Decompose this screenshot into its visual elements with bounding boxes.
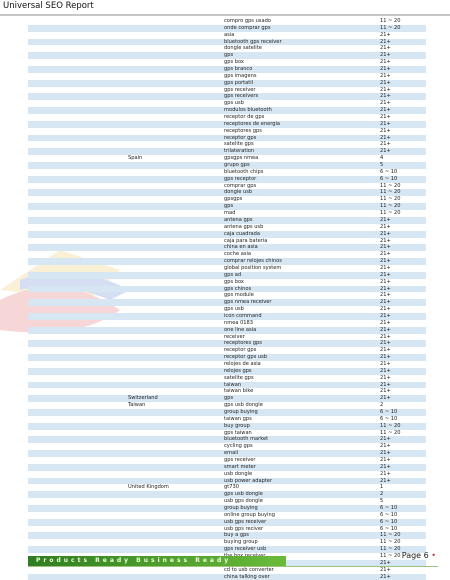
footer-tagline: Products Ready Business Ready [36, 557, 232, 564]
keyword-cell: china en asia [224, 244, 258, 251]
table-row [28, 203, 426, 210]
keyword-cell: china talking over [224, 573, 270, 580]
table-row [28, 457, 426, 464]
rank-cell: 21+ [380, 31, 391, 38]
keyword-cell: caja para bateria [224, 237, 268, 244]
keyword-cell: gps ad [224, 271, 242, 278]
keyword-cell: gps branco [224, 66, 253, 73]
table-row [28, 169, 426, 176]
table-row [28, 162, 426, 169]
rank-cell: 21+ [380, 72, 391, 79]
keyword-cell: receiver [224, 333, 245, 340]
rank-cell: 21+ [380, 271, 391, 278]
rank-cell: 21+ [380, 127, 391, 134]
rank-cell: 21+ [380, 59, 391, 66]
rank-cell: 21+ [380, 278, 391, 285]
keyword-cell: gpsgps [224, 196, 243, 203]
table-row [28, 375, 426, 382]
rank-cell: 21+ [380, 244, 391, 251]
table-row [28, 279, 426, 286]
country-cell: Spain [128, 155, 143, 162]
rank-cell: 11 ~ 20 [380, 422, 401, 429]
keyword-cell: buy group [224, 422, 250, 429]
table-row [28, 416, 426, 423]
rank-cell: 6 ~ 10 [380, 408, 398, 415]
table-row [28, 272, 426, 279]
rank-cell: 21+ [380, 367, 391, 374]
rank-cell: 21+ [380, 463, 391, 470]
rank-cell: 6 ~ 10 [380, 518, 398, 525]
rank-cell: 21+ [380, 395, 391, 402]
rank-cell: 21+ [380, 312, 391, 319]
table-row [28, 436, 426, 443]
rank-cell: 6 ~ 10 [380, 168, 398, 175]
country-cell: Taiwan [128, 402, 146, 409]
rank-cell: 21+ [380, 66, 391, 73]
table-row [28, 224, 426, 231]
rank-cell: 21+ [380, 347, 391, 354]
rank-cell: 11 ~ 20 [380, 18, 401, 24]
table-row [28, 87, 426, 94]
keyword-cell: gps imagens [224, 72, 257, 79]
keyword-cell: nmea 0183 [224, 319, 254, 326]
rank-cell: 4 [380, 155, 384, 162]
keyword-cell: email [224, 450, 239, 457]
table-row [28, 189, 426, 196]
table-row [28, 382, 426, 389]
table-row [28, 258, 426, 265]
rank-cell: 21+ [380, 45, 391, 52]
keyword-cell: group buying [224, 408, 258, 415]
page-number-text: Page 6 [401, 551, 429, 560]
table-row [28, 176, 426, 183]
table-row [28, 183, 426, 190]
rank-cell: 21+ [380, 319, 391, 326]
keyword-cell: antena gps usb [224, 223, 264, 230]
keyword-cell: receptores gps [224, 340, 262, 347]
rank-cell: 5 [380, 498, 384, 505]
table-row [28, 306, 426, 313]
keyword-cell: modulos bluetooth [224, 107, 272, 114]
keyword-cell: dongle satelite [224, 45, 262, 52]
page-header [0, 0, 450, 15]
rank-cell: 21+ [380, 566, 391, 573]
keyword-cell: cd to usb converter [224, 566, 274, 573]
keyword-cell: trilateration [224, 148, 255, 155]
keyword-cell: gps [224, 203, 234, 210]
rank-cell: 6 ~ 10 [380, 511, 398, 518]
table-row [28, 320, 426, 327]
keyword-cell: icon command [224, 312, 262, 319]
keyword-cell: antena gps [224, 216, 253, 223]
table-row [28, 141, 426, 148]
keyword-cell: gps module [224, 292, 254, 299]
rank-cell: 21+ [380, 333, 391, 340]
rank-cell: 11 ~ 20 [380, 429, 401, 436]
footer-divider [28, 566, 438, 567]
table-row [28, 45, 426, 52]
table-row [28, 107, 426, 114]
keyword-cell: gps usb dongle [224, 402, 263, 409]
rank-cell: 11 ~ 20 [380, 196, 401, 203]
keyword-cell: asia [224, 31, 235, 38]
rank-cell: 21+ [380, 148, 391, 155]
table-row [28, 464, 426, 471]
rank-cell: 11 ~ 20 [380, 189, 401, 196]
table-row [28, 25, 426, 32]
rank-cell: 11 ~ 20 [380, 182, 401, 189]
rank-cell: 21+ [380, 559, 391, 566]
keyword-cell: dongle usb [224, 189, 253, 196]
keyword-cell: gps [224, 395, 234, 402]
rank-cell: 21+ [380, 326, 391, 333]
rank-cell: 21+ [380, 470, 391, 477]
table-row [28, 93, 426, 100]
rank-cell: 11 ~ 20 [380, 210, 401, 217]
keyword-cell: caja cuadrada [224, 230, 261, 237]
keyword-cell: taiwan gps [224, 415, 252, 422]
table-row [28, 52, 426, 59]
rank-cell: 21+ [380, 292, 391, 299]
rank-cell: 11 ~ 20 [380, 539, 401, 546]
table-row [28, 402, 426, 409]
keyword-cell: satelite gps [224, 374, 254, 381]
keyword-cell: receptores de energia [224, 120, 281, 127]
table-row [28, 265, 426, 272]
rank-cell: 21+ [380, 134, 391, 141]
rank-cell: 6 ~ 10 [380, 415, 398, 422]
keyword-cell: receptor gps usb [224, 354, 267, 361]
table-row [28, 347, 426, 354]
rank-cell: 21+ [380, 354, 391, 361]
table-row [28, 210, 426, 217]
keyword-cell: gps receivers [224, 93, 259, 100]
bullet-icon: • [431, 551, 436, 560]
table-row [28, 66, 426, 73]
keyword-cell: comprar gps [224, 182, 257, 189]
keyword-cell: gps chinos [224, 285, 252, 292]
keyword-cell: usb gps receiver [224, 518, 267, 525]
table-row [28, 505, 426, 512]
report-title: Universal SEO Report [3, 1, 94, 11]
table-row [28, 478, 426, 485]
keyword-cell: cycling gps [224, 443, 253, 450]
rank-cell: 21+ [380, 573, 391, 580]
table-row [28, 368, 426, 375]
rank-cell: 21+ [380, 340, 391, 347]
keyword-cell: gps receptor [224, 175, 257, 182]
table-row [28, 128, 426, 135]
table-row [28, 73, 426, 80]
keyword-cell: receptor de gps [224, 114, 265, 121]
rank-cell: 21+ [380, 251, 391, 258]
keyword-cell: usb gps reciver [224, 525, 264, 532]
rank-cell: 21+ [380, 100, 391, 107]
table-row [28, 354, 426, 361]
table-row [28, 32, 426, 39]
table-row [28, 567, 426, 574]
table-row [28, 430, 426, 437]
keyword-ranking-table [28, 18, 426, 580]
rank-cell: 21+ [380, 52, 391, 59]
table-row [28, 388, 426, 395]
table-row [28, 450, 426, 457]
keyword-cell: gps usb dongle [224, 491, 263, 498]
keyword-cell: one line asia [224, 326, 257, 333]
keyword-cell: usb power adapter [224, 477, 273, 484]
rank-cell: 21+ [380, 141, 391, 148]
rank-cell: 11 ~ 20 [380, 203, 401, 210]
rank-cell: 2 [380, 402, 384, 409]
table-row [28, 135, 426, 142]
keyword-cell: buy a gps [224, 532, 249, 539]
keyword-cell: relojes de asia [224, 360, 261, 367]
rank-cell: 21+ [380, 258, 391, 265]
table-row [28, 526, 426, 533]
table-row [28, 327, 426, 334]
table-row [28, 286, 426, 293]
rank-cell: 21+ [380, 450, 391, 457]
table-row [28, 18, 426, 25]
rank-cell: 21+ [380, 388, 391, 395]
keyword-cell: bluetooth gps receiver [224, 38, 282, 45]
rank-cell: 21+ [380, 443, 391, 450]
keyword-cell: gps portatil [224, 79, 254, 86]
keyword-cell: compro gps usado [224, 18, 271, 24]
table-row [28, 512, 426, 519]
table-row [28, 409, 426, 416]
table-row [28, 231, 426, 238]
rank-cell: 21+ [380, 114, 391, 121]
rank-cell: 11 ~ 20 [380, 24, 401, 31]
table-row [28, 292, 426, 299]
keyword-cell: smart meter [224, 463, 256, 470]
table-row [28, 361, 426, 368]
rank-cell: 21+ [380, 38, 391, 45]
rank-cell: 21+ [380, 285, 391, 292]
country-cell: Switzerland [128, 395, 158, 402]
header-divider [0, 14, 450, 16]
rank-cell: 21+ [380, 374, 391, 381]
keyword-cell: gps box [224, 59, 244, 66]
table-row [28, 39, 426, 46]
keyword-cell: onde comprar gps [224, 24, 271, 31]
table-row [28, 148, 426, 155]
keyword-cell: gps [224, 52, 234, 59]
table-row [28, 484, 426, 491]
table-row [28, 121, 426, 128]
rank-cell: 21+ [380, 216, 391, 223]
keyword-cell: buying group [224, 539, 258, 546]
keyword-cell: comprar relojes chinos [224, 258, 282, 265]
country-cell: United Kingdom [128, 484, 169, 491]
keyword-cell: receptores gps [224, 127, 262, 134]
rank-cell: 21+ [380, 79, 391, 86]
keyword-cell: gps usb [224, 100, 244, 107]
rank-cell: 21+ [380, 299, 391, 306]
table-row [28, 59, 426, 66]
rank-cell: 11 ~ 20 [380, 546, 401, 553]
rank-cell: 21+ [380, 237, 391, 244]
rank-cell: 2 [380, 491, 384, 498]
rank-cell: 21+ [380, 230, 391, 237]
footer-banner [28, 556, 286, 566]
keyword-cell: global position system [224, 264, 282, 271]
keyword-cell: gps receiver [224, 86, 256, 93]
keyword-cell: relojes gps [224, 367, 252, 374]
rank-cell: 6 ~ 10 [380, 525, 398, 532]
rank-cell: 21+ [380, 86, 391, 93]
rank-cell: 21+ [380, 457, 391, 463]
keyword-cell: usb dongle [224, 470, 253, 477]
table-row [28, 196, 426, 203]
keyword-cell: gps receiver usb [224, 546, 267, 553]
table-row [28, 498, 426, 505]
keyword-cell: gps usb [224, 306, 244, 313]
keyword-cell: taiwan bike [224, 388, 254, 395]
rank-cell: 6 ~ 10 [380, 505, 398, 512]
table-row [28, 251, 426, 258]
table-row [28, 546, 426, 553]
keyword-cell: satelite gps [224, 141, 254, 148]
keyword-cell: gt730 [224, 484, 239, 491]
table-row [28, 299, 426, 306]
keyword-cell: gps box [224, 278, 244, 285]
table-row [28, 574, 426, 580]
keyword-cell: grupo gps [224, 162, 250, 169]
table-row [28, 532, 426, 539]
table-row [28, 539, 426, 546]
page-number [402, 551, 436, 560]
table-row [28, 114, 426, 121]
rank-cell: 21+ [380, 120, 391, 127]
keyword-cell: mad [224, 210, 236, 217]
rank-cell: 21+ [380, 223, 391, 230]
keyword-cell: taiwan [224, 381, 242, 388]
keyword-cell: bluetooth chips [224, 168, 264, 175]
keyword-cell: bluetooth market [224, 436, 269, 443]
table-row [28, 100, 426, 107]
table-row [28, 340, 426, 347]
table-row [28, 519, 426, 526]
table-row [28, 80, 426, 87]
rank-cell: 21+ [380, 360, 391, 367]
rank-cell: 11 ~ 20 [380, 553, 401, 560]
table-row [28, 334, 426, 341]
rank-cell: 11 ~ 20 [380, 532, 401, 539]
table-row [28, 423, 426, 430]
rank-cell: 21+ [380, 436, 391, 443]
rank-cell: 21+ [380, 477, 391, 484]
rank-cell: 21+ [380, 93, 391, 100]
table-row [28, 155, 426, 162]
rank-cell: 21+ [380, 107, 391, 114]
keyword-cell: gpsgps nmea [224, 155, 259, 162]
rank-cell: 1 [380, 484, 384, 491]
table-row [28, 491, 426, 498]
keyword-cell: online group buying [224, 511, 275, 518]
keyword-cell: coche asia [224, 251, 252, 258]
rank-cell: 6 ~ 10 [380, 175, 398, 182]
keyword-cell: gps taiwan [224, 429, 252, 436]
table-row [28, 395, 426, 402]
table-row [28, 238, 426, 245]
keyword-cell: gps receiver [224, 457, 256, 463]
keyword-cell: usb gps dongle [224, 498, 263, 505]
keyword-cell: receptor gps [224, 134, 257, 141]
rank-cell: 21+ [380, 381, 391, 388]
table-row [28, 443, 426, 450]
rank-cell: 21+ [380, 264, 391, 271]
table-row [28, 244, 426, 251]
rank-cell: 5 [380, 162, 384, 169]
table-row [28, 471, 426, 478]
keyword-cell: gps nmea receiver [224, 299, 272, 306]
keyword-cell: group buying [224, 505, 258, 512]
keyword-cell: receptor gps [224, 347, 257, 354]
table-row [28, 217, 426, 224]
table-row [28, 313, 426, 320]
rank-cell: 21+ [380, 306, 391, 313]
